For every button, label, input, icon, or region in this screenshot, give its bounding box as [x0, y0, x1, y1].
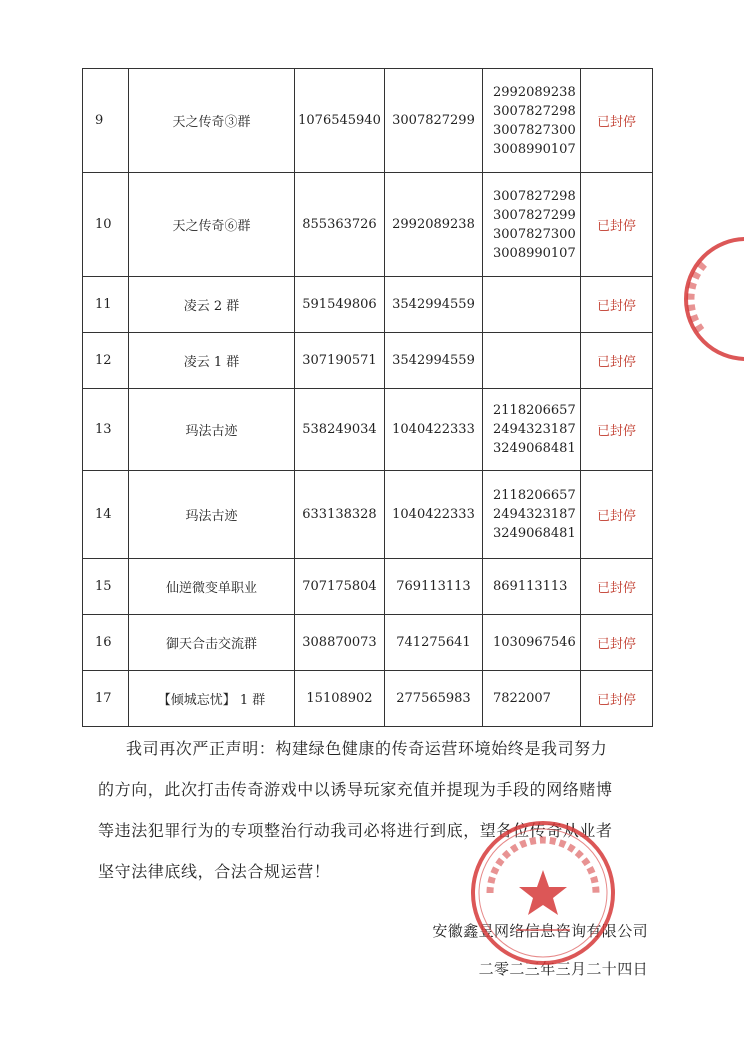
related-id: 2118206657: [493, 403, 576, 418]
admin-id: 277565983: [385, 671, 483, 727]
related-ids: [483, 69, 581, 173]
related-ids: [483, 615, 581, 671]
related-ids: [483, 173, 581, 277]
related-ids: [483, 333, 581, 389]
group-id: 538249034: [295, 389, 385, 471]
admin-id: 3007827299: [385, 69, 483, 173]
related-ids: [483, 471, 581, 559]
table-row: [83, 671, 653, 727]
signer-company: 安徽鑫昱网络信息咨询有限公司: [432, 922, 648, 940]
status-badge: 已封停: [581, 173, 653, 277]
table-row: [83, 559, 653, 615]
seal-star-icon: [519, 870, 567, 915]
status-badge: 已封停: [581, 69, 653, 173]
related-id: 2494323187: [493, 507, 576, 522]
statement-line: 我司再次严正声明：构建绿色健康的传奇运营环境始终是我司努力: [126, 739, 608, 758]
group-name: 天之传奇⑥群: [129, 173, 295, 277]
table-row: [83, 615, 653, 671]
admin-id: 3542994559: [385, 333, 483, 389]
related-id: 2494323187: [493, 422, 576, 437]
group-id: 855363726: [295, 173, 385, 277]
related-id: 3007827298: [493, 188, 576, 204]
row-number: 15: [83, 559, 129, 615]
group-id: 308870073: [295, 615, 385, 671]
related-id: 1030967546: [493, 635, 576, 650]
admin-id: 769113113: [385, 559, 483, 615]
blocked-groups-table: [82, 68, 653, 727]
row-number: 14: [83, 471, 129, 559]
group-id: 591549806: [295, 277, 385, 333]
group-name: 玛法古迹: [129, 389, 295, 471]
table-row: [83, 69, 653, 173]
related-ids: [483, 671, 581, 727]
statement-line: 坚守法律底线，合法合规运营！: [98, 862, 331, 881]
admin-id: 741275641: [385, 615, 483, 671]
group-id: 307190571: [295, 333, 385, 389]
admin-id: 1040422333: [385, 471, 483, 559]
group-id: 707175804: [295, 559, 385, 615]
group-id: 15108902: [295, 671, 385, 727]
table-row: [83, 471, 653, 559]
row-number: 17: [83, 671, 129, 727]
table-row: [83, 389, 653, 471]
related-id: 3007827299: [493, 207, 576, 223]
edge-seal: [664, 236, 744, 362]
related-id: 3008990107: [493, 141, 576, 157]
related-id: 2992089238: [493, 84, 576, 100]
status-badge: 已封停: [581, 333, 653, 389]
row-number: 9: [83, 69, 129, 173]
row-number: 12: [83, 333, 129, 389]
table-row: [83, 173, 653, 277]
table-body: [83, 69, 653, 727]
status-badge: 已封停: [581, 615, 653, 671]
related-id: 7822007: [493, 691, 551, 706]
group-name: 御天合击交流群: [129, 615, 295, 671]
group-id: 633138328: [295, 471, 385, 559]
signer-date: 二零二三年三月二十四日: [478, 960, 648, 978]
status-badge: 已封停: [581, 471, 653, 559]
row-number: 16: [83, 615, 129, 671]
table-row: [83, 333, 653, 389]
group-name: 玛法古迹: [129, 471, 295, 559]
group-name: 凌云 1 群: [129, 333, 295, 389]
company-seal: [468, 818, 618, 968]
related-ids: [483, 389, 581, 471]
status-badge: 已封停: [581, 389, 653, 471]
status-badge: 已封停: [581, 277, 653, 333]
admin-id: 3542994559: [385, 277, 483, 333]
statement-line: 的方向，此次打击传奇游戏中以诱导玩家充值并提现为手段的网络赌博: [98, 780, 613, 799]
related-id: 3007827300: [493, 226, 576, 242]
row-number: 13: [83, 389, 129, 471]
group-name: 凌云 2 群: [129, 277, 295, 333]
group-name: 天之传奇③群: [129, 69, 295, 173]
related-id: 869113113: [493, 579, 568, 594]
related-id: 3249068481: [493, 441, 576, 456]
related-ids: [483, 559, 581, 615]
group-name: 仙逆微变单职业: [129, 559, 295, 615]
table-row: [83, 277, 653, 333]
row-number: 11: [83, 277, 129, 333]
row-number: 10: [83, 173, 129, 277]
status-badge: 已封停: [581, 559, 653, 615]
group-id: 1076545940: [295, 69, 385, 173]
status-badge: 已封停: [581, 671, 653, 727]
statement-line: 等违法犯罪行为的专项整治行动我司必将进行到底，望各位传奇从业者: [98, 821, 613, 840]
related-id: 3008990107: [493, 245, 576, 261]
related-ids: [483, 277, 581, 333]
related-id: 3249068481: [493, 526, 576, 541]
related-id: 2118206657: [493, 488, 576, 503]
admin-id: 2992089238: [385, 173, 483, 277]
related-id: 3007827300: [493, 122, 576, 138]
related-id: 3007827298: [493, 103, 576, 119]
admin-id: 1040422333: [385, 389, 483, 471]
group-name: 【倾城忘忧】 1 群: [129, 671, 295, 727]
